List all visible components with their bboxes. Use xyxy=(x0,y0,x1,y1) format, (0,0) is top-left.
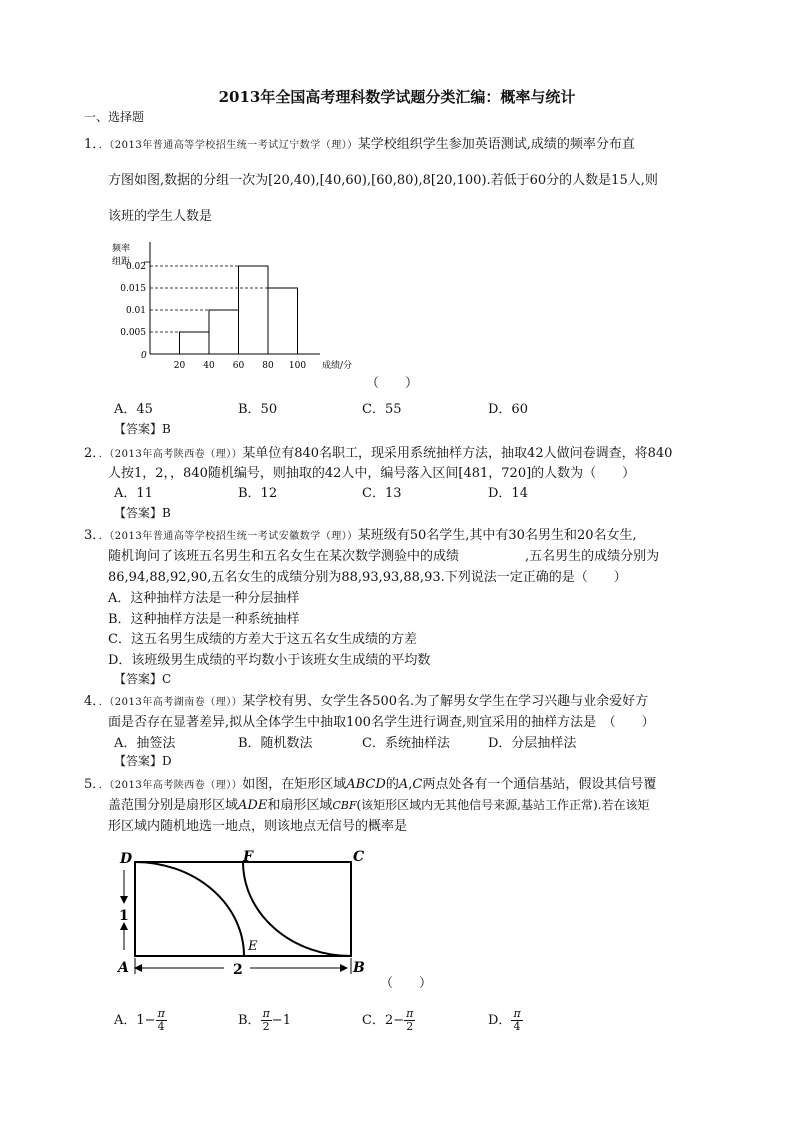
question-source: ．（2013年普通高等学校招生统一考试辽宁数学（理）） xyxy=(98,140,358,151)
q5-sector-ade: ADE xyxy=(238,798,268,813)
fraction xyxy=(404,1008,415,1033)
label-d: D xyxy=(120,851,133,867)
q5-rect-name: ABCD xyxy=(346,777,386,792)
question-5-line-1 xyxy=(84,773,656,792)
fraction-denominator: 2 xyxy=(406,1020,414,1033)
question-3-line-3: 86,94,88,92,90,五名女生的成绩分别为88,93,93,88,93.下列说法一定正确的是（ ） xyxy=(108,570,627,585)
question-1-line-1 xyxy=(84,133,635,152)
question-source: ．（2013年高考湖南卷（理）） xyxy=(98,697,243,708)
question-text-a: 随机询问了该班五名男生和五名女生在某次数学测验中的成绩 xyxy=(108,549,460,564)
y-tick-label: 0.01 xyxy=(125,306,146,316)
label-e: E xyxy=(248,939,258,954)
q4-option-a: A．抽签法 xyxy=(114,736,176,751)
q2-option-d: D．14 xyxy=(488,486,528,501)
q5-option-c xyxy=(362,1008,415,1033)
fraction xyxy=(261,1008,272,1033)
label-side-1: 1 xyxy=(119,908,129,924)
question-number: 2． xyxy=(84,446,99,461)
q5-option-b xyxy=(238,1008,291,1033)
fraction-denominator: 4 xyxy=(513,1020,521,1033)
x-axis-label: 成绩/分 xyxy=(322,361,353,371)
y-axis-label-bottom: 组距 xyxy=(112,257,131,267)
question-3-line-2 xyxy=(108,545,659,564)
origin-label: 0 xyxy=(141,351,147,361)
question-text-b: ,五名男生的成绩分别为 xyxy=(525,549,660,564)
q5-text-6: (该矩形区域内无其他信号来源,基站工作正常).若在该矩 xyxy=(356,798,650,812)
fraction xyxy=(511,1008,522,1033)
q2-answer: 【答案】B xyxy=(114,506,171,520)
question-5-line-2 xyxy=(108,794,649,813)
q5-point-c: C xyxy=(412,777,423,792)
question-4-line-2: 面是否存在显著差异,拟从全体学生中抽取100名学生进行调查,则宜采用的抽样方法是 （ ） xyxy=(108,715,655,730)
y-axis-label-top: 频率 xyxy=(112,244,131,254)
histogram-chart xyxy=(108,236,358,376)
q2-option-b: B．12 xyxy=(238,486,278,501)
arrowhead-right xyxy=(340,964,348,972)
option-prefix: B． xyxy=(238,1013,261,1028)
question-source: ．（2013年高考陕西卷（理）） xyxy=(98,449,243,460)
option-prefix: C．2− xyxy=(362,1013,405,1028)
question-text: 某班级有50名学生,其中有30名男生和20名女生, xyxy=(357,528,637,543)
x-tick-label: 40 xyxy=(203,361,215,371)
q5-text-3: 两点处各有一个通信基站，假设其信号覆 xyxy=(422,777,657,792)
question-number: 4． xyxy=(84,694,99,709)
question-source: ．（2013年高考陕西卷（理）） xyxy=(98,780,243,791)
q5-text-1: 如图，在矩形区域 xyxy=(242,777,347,792)
q3-option-c: C．这五名男生成绩的方差大于这五名女生成绩的方差 xyxy=(108,632,417,647)
histogram-group xyxy=(112,242,352,371)
histogram-bar xyxy=(239,266,269,354)
q1-option-b: B．50 xyxy=(238,402,278,417)
x-tick-label: 20 xyxy=(173,361,186,371)
x-tick-label: 80 xyxy=(262,361,274,371)
q1-option-c: C．55 xyxy=(362,402,402,417)
question-number: 3． xyxy=(84,528,99,543)
fraction-numerator: π xyxy=(262,1007,270,1020)
option-suffix: −1 xyxy=(271,1013,291,1028)
q4-option-c: C．系统抽样法 xyxy=(362,736,450,751)
question-2-line-2: 人按1，2，，840随机编号，则抽取的42人中，编号落入区间[481，720]的人数为（ ） xyxy=(108,466,636,481)
x-tick-label: 100 xyxy=(288,361,307,371)
question-1-line-3: 该班的学生人数是 xyxy=(108,209,213,224)
fraction-numerator: π xyxy=(513,1007,521,1020)
q5-option-a xyxy=(114,1008,167,1033)
question-2-line-1 xyxy=(84,442,672,461)
question-4-line-1 xyxy=(84,690,648,709)
q5-text-2: 的 xyxy=(385,777,399,792)
q4-option-d: D．分层抽样法 xyxy=(488,736,577,751)
histogram-bar xyxy=(180,332,210,354)
fraction-denominator: 2 xyxy=(262,1020,270,1033)
question-text: 某学校组织学生参加英语测试,成绩的频率分布直 xyxy=(357,137,635,152)
q5-option-d xyxy=(488,1008,523,1033)
q2-option-c: C．13 xyxy=(362,486,402,501)
arc-ade xyxy=(135,862,244,956)
q5-comma: , xyxy=(408,777,413,792)
y-tick-label: 0.015 xyxy=(120,284,146,294)
question-source: ．（2013年普通高等学校招生统一考试安徽数学（理）） xyxy=(98,531,358,542)
option-prefix: A．1− xyxy=(114,1013,156,1028)
q5-sector-cbf: CBF xyxy=(332,799,357,812)
q1-option-a: A．45 xyxy=(114,402,153,417)
fraction-numerator: π xyxy=(406,1007,414,1020)
histogram-bar xyxy=(209,310,239,354)
fraction xyxy=(156,1008,167,1033)
q3-option-b: B．这种抽样方法是一种系统抽样 xyxy=(108,612,300,627)
q4-option-b: B．随机数法 xyxy=(238,736,313,751)
histogram-bar xyxy=(268,288,298,354)
fraction-numerator: π xyxy=(157,1007,165,1020)
q2-option-a: A．11 xyxy=(114,486,153,501)
question-1-line-2: 方图如图,数据的分组一次为[20,40),[40,60),[60,80),8[20,100).若低于60分的人数是15人,则 xyxy=(108,173,658,188)
q3-option-a: A．这种抽样方法是一种分层抽样 xyxy=(108,591,300,606)
y-tick-label: 0.005 xyxy=(120,328,146,338)
question-text: 某学校有男、女学生各500名.为了解男女学生在学习兴趣与业余爱好方 xyxy=(242,694,649,709)
q3-option-d: D．该班级男生成绩的平均数小于该班女生成绩的平均数 xyxy=(108,653,431,668)
arc-cbf xyxy=(243,862,351,956)
fraction-denominator: 4 xyxy=(157,1020,165,1033)
question-text: 某单位有840名职工，现采用系统抽样方法，抽取42人做问卷调查，将840 xyxy=(242,446,673,461)
q5-text-4: 盖范围分别是扇形区域 xyxy=(108,798,239,813)
label-f: F xyxy=(243,849,253,865)
q5-text-5: 和扇形区域 xyxy=(267,798,333,813)
q5-point-a: A xyxy=(398,777,409,792)
page-title: 2013年全国高考理科数学试题分类汇编：概率与统计 xyxy=(218,88,576,106)
q1-answer: 【答案】B xyxy=(114,422,171,436)
question-5-paren: （ ） xyxy=(380,976,433,991)
x-tick-label: 60 xyxy=(232,361,245,371)
question-number: 1． xyxy=(84,137,99,152)
question-5-line-3: 形区域内随机地选一地点，则该地点无信号的概率是 xyxy=(108,819,408,834)
label-b: B xyxy=(353,960,365,976)
label-c: C xyxy=(353,849,365,865)
y-tick-label: 0.02 xyxy=(125,262,146,272)
question-3-line-1 xyxy=(84,524,637,543)
arrowhead-down xyxy=(120,896,128,904)
label-side-2: 2 xyxy=(233,962,243,978)
rectangle-diagram xyxy=(110,846,380,982)
option-prefix: D． xyxy=(488,1013,512,1028)
label-a: A xyxy=(118,960,129,976)
section-heading: 一、选择题 xyxy=(84,110,145,124)
question-1-paren: （ ） xyxy=(366,376,419,391)
q3-answer: 【答案】C xyxy=(114,672,172,686)
question-number: 5． xyxy=(84,777,99,792)
q1-option-d: D．60 xyxy=(488,402,528,417)
q4-answer: 【答案】D xyxy=(114,754,172,768)
